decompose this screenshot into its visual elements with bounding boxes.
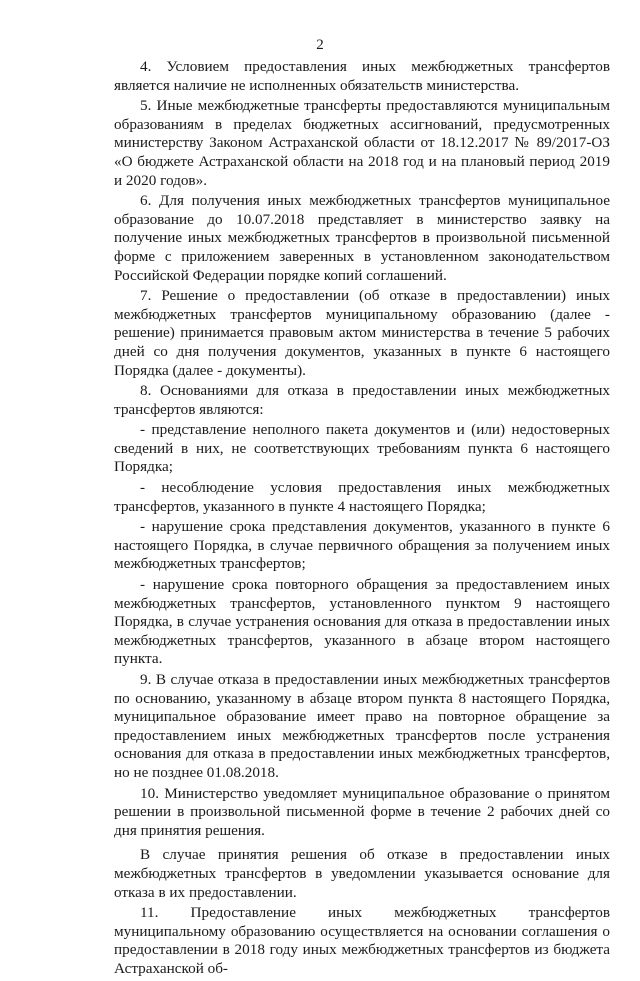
paragraph-10: 10. Министерство уведомляет муниципальное образование о принятом решении в произвольной письменной форме в течение 2 рабочих дней со дня принятия решения.: [114, 784, 610, 839]
list-item-incomplete-documents: - представление неполного пакета документов и (или) недостоверных сведений в них, не соответствующих требованиям пункта 6 настоящего Порядка;: [114, 421, 610, 476]
paragraph-11: 11. Предоставление иных межбюджетных трансфертов муниципальному образованию осуществляется на основании соглашения о предоставлении в 2018 году иных межбюджетных трансфертов из бюджета Астраханской об-: [114, 904, 610, 977]
paragraph-5: 5. Иные межбюджетные трансферты предоставляются муниципальным образованиям в пределах бюджетных ассигнований, предусмотренных министерству Законом Астраханской области от 18.12.2017 № 89/2017-ОЗ «О бюджете Астраханской области на 2018 год и на плановый период 2019 и 2020 годов».: [114, 97, 610, 189]
paragraph-7: 7. Решение о предоставлении (об отказе в предоставлении) иных межбюджетных трансфертов муниципальному образованию (далее - решение) принимается правовым актом министерства в течение 5 рабочих дней со дня получения документов, указанных в пункте 6 настоящего Порядка (далее - документы).: [114, 287, 610, 379]
list-item-deadline-first-request: - нарушение срока представления документов, указанного в пункте 6 настоящего Порядка, в случае первичного обращения за получением иных межбюджетных трансфертов;: [114, 518, 610, 573]
list-item-deadline-repeat-request: - нарушение срока повторного обращения за предоставлением иных межбюджетных трансфертов, установленного пунктом 9 настоящего Порядка, в случае устранения основания для отказа в предоставлении иных межбюджетных трансфертов, указанного в абзаце втором настоящего пункта.: [114, 576, 610, 668]
document-body: [114, 58, 610, 981]
paragraph-refusal-notice: В случае принятия решения об отказе в предоставлении иных межбюджетных трансфертов в уведомлении указывается основание для отказа в их предоставлении.: [114, 846, 610, 901]
paragraph-4: 4. Условием предоставления иных межбюджетных трансфертов является наличие не исполненных обязательств министерства.: [114, 58, 610, 94]
paragraph-9: 9. В случае отказа в предоставлении иных межбюджетных трансфертов по основанию, указанному в абзаце втором пункта 8 настоящего Порядка, муниципальное образование имеет право на повторное обращение за предоставлением иных межбюджетных трансфертов после устранения основания для отказа в предоставлении иных межбюджетных трансфертов, но не позднее 01.08.2018.: [114, 671, 610, 781]
paragraph-8: 8. Основаниями для отказа в предоставлении иных межбюджетных трансфертов являются:: [114, 382, 610, 418]
page-number: 2: [316, 37, 324, 53]
list-item-condition-not-met: - несоблюдение условия предоставления иных межбюджетных трансфертов, указанного в пункте 4 настоящего Порядка;: [114, 479, 610, 515]
paragraph-6: 6. Для получения иных межбюджетных трансфертов муниципальное образование до 10.07.2018 представляет в министерство заявку на получение иных межбюджетных трансфертов в произвольной письменной форме с приложением заверенных в установленном законодательством Российской Федерации порядке копий соглашений.: [114, 192, 610, 284]
